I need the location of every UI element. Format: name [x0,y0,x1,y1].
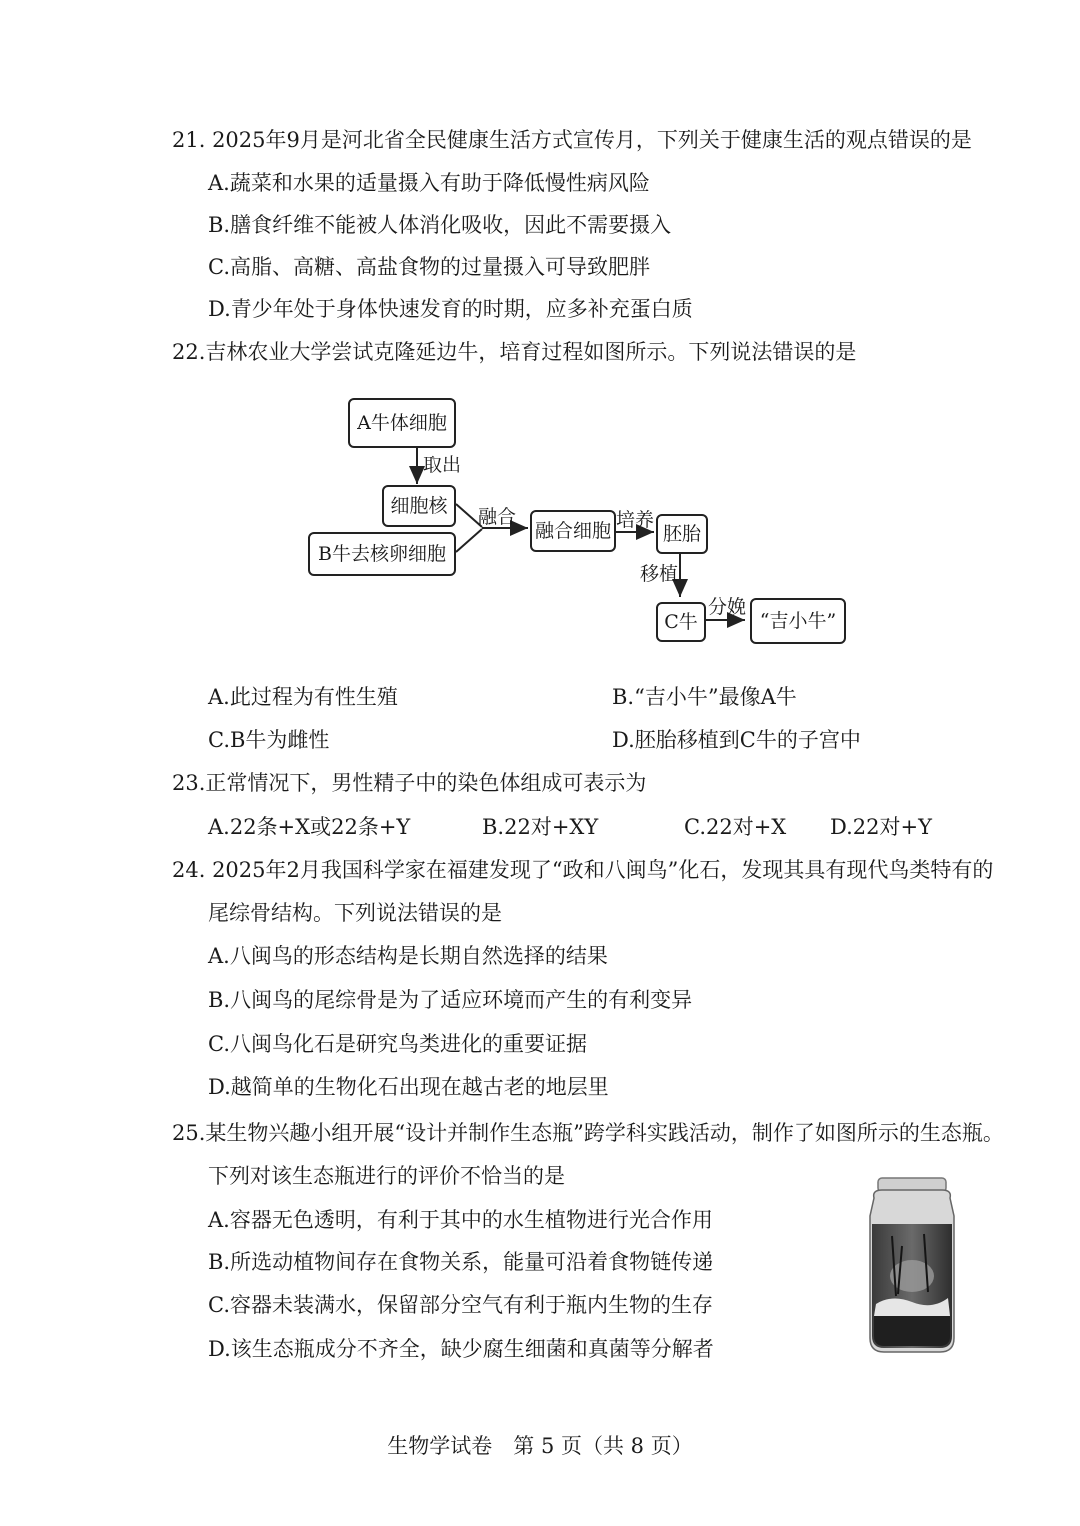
q22-option-c: C.B牛为雌性 [208,728,330,752]
box-fused-cell: 融合细胞 [530,510,616,552]
converge-bottom-line [456,529,482,552]
q24-option-b: B.八闽鸟的尾综骨是为了适应环境而产生的有利变异 [208,988,693,1012]
q25-stem-line1: 25.某生物兴趣小组开展“设计并制作生态瓶”跨学科实践活动，制作了如图所示的生态瓶。 [172,1121,1004,1145]
page-footer: 生物学试卷 第 5 页（共 8 页） [387,1434,693,1458]
box-a-somatic-cell: A牛体细胞 [348,398,456,448]
q21-stem: 21. 2025年9月是河北省全民健康生活方式宣传月，下列关于健康生活的观点错误的是 [172,128,972,152]
q24-stem-line1: 24. 2025年2月我国科学家在福建发现了“政和八闽鸟”化石，发现其具有现代鸟类特有的 [172,858,994,882]
q23-option-d: D.22对+Y [830,815,932,839]
q22-option-b: B.“吉小牛”最像A牛 [612,685,797,709]
q23-option-a: A.22条+X或22条+Y [208,815,411,839]
q25-stem-line2: 下列对该生态瓶进行的评价不恰当的是 [208,1164,565,1188]
q22-option-a: A.此过程为有性生殖 [208,685,398,709]
q24-stem-line2: 尾综骨结构。下列说法错误的是 [208,901,502,925]
q24-option-c: C.八闽鸟化石是研究鸟类进化的重要证据 [208,1032,587,1056]
box-calf: “吉小牛” [750,598,846,644]
q25-option-c: C.容器未装满水，保留部分空气有利于瓶内生物的生存 [208,1293,713,1317]
q24-option-a: A.八闽鸟的形态结构是长期自然选择的结果 [208,944,608,968]
q25-option-b: B.所选动植物间存在食物关系，能量可沿着食物链传递 [208,1250,714,1274]
q23-option-c: C.22对+X [684,815,787,839]
q21-option-a: A.蔬菜和水果的适量摄入有助于降低慢性病风险 [208,171,650,195]
q23-stem: 23.正常情况下，男性精子中的染色体组成可表示为 [172,771,647,795]
q21-option-b: B.膳食纤维不能被人体消化吸收，因此不需要摄入 [208,213,672,237]
q24-option-d: D.越简单的生物化石出现在越古老的地层里 [208,1075,609,1099]
label-culture: 培养 [616,509,655,531]
ecosystem-jar-image [862,1176,962,1356]
q22-stem: 22.吉林农业大学尝试克隆延边牛，培育过程如图所示。下列说法错误的是 [172,340,857,364]
q22-option-d: D.胚胎移植到C牛的子宫中 [612,728,861,752]
q25-option-d: D.该生态瓶成分不齐全，缺少腐生细菌和真菌等分解者 [208,1337,714,1361]
box-b-enucleated-egg: B牛去核卵细胞 [308,532,456,576]
q21-option-d: D.青少年处于身体快速发育的时期，应多补充蛋白质 [208,297,693,321]
q25-option-a: A.容器无色透明，有利于其中的水生植物进行光合作用 [208,1208,713,1232]
label-fuse: 融合 [478,506,517,528]
box-embryo: 胚胎 [656,514,708,554]
q21-option-c: C.高脂、高糖、高盐食物的过量摄入可导致肥胖 [208,255,650,279]
box-nucleus: 细胞核 [382,485,456,527]
q23-option-b: B.22对+XY [482,815,599,839]
box-c-cow: C牛 [656,602,706,642]
label-transplant: 移植 [640,563,679,585]
label-extract: 取出 [423,454,462,476]
label-birth: 分娩 [708,596,747,618]
